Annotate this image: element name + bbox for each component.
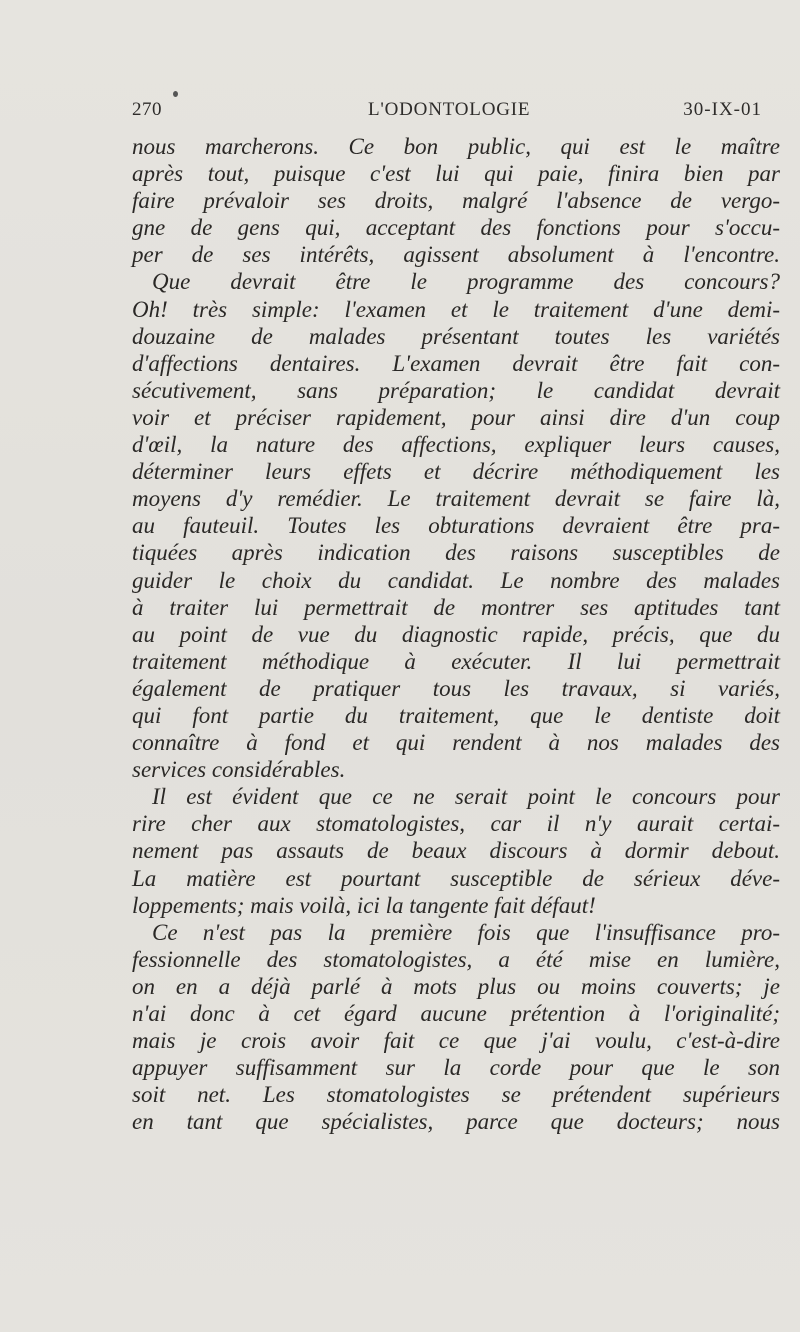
text-line: gne de gens qui, acceptant des fonctions pour s'occu-: [132, 215, 780, 241]
text-line: nement pas assauts de beaux discours à dormir debout.: [132, 838, 780, 864]
text-line: services considérables.: [132, 757, 346, 783]
text-line: La matière est pourtant susceptible de sérieux déve-: [132, 865, 780, 891]
text-line: après tout, puisque c'est lui qui paie, finira bien par: [132, 161, 780, 187]
journal-title: L'ODONTOLOGIE: [368, 99, 531, 120]
text-line: per de ses intérêts, agissent absolument à l'encontre.: [132, 242, 780, 268]
text-line: d'œil, la nature des affections, expliquer leurs causes,: [132, 432, 780, 458]
text-line: soit net. Les stomatologistes se prétendent supérieurs: [132, 1082, 780, 1108]
text-line: d'affections dentaires. L'examen devrait être fait con-: [132, 350, 780, 376]
text-line: on en a déjà parlé à mots plus ou moins couverts; je: [132, 973, 780, 999]
text-line: douzaine de malades présentant toutes les variétés: [132, 323, 780, 349]
text-line: moyens d'y remédier. Le traitement devrait se faire là,: [132, 486, 780, 512]
text-line: qui font partie du traitement, que le dentiste doit: [132, 702, 780, 728]
page-number: 270: [132, 99, 162, 120]
text-line: également de pratiquer tous les travaux, si variés,: [132, 675, 780, 701]
issue-date: 30-IX-01: [683, 99, 762, 120]
text-line: Ce n'est pas la première fois que l'insuffisance pro-: [152, 919, 780, 945]
text-line: Oh! très simple: l'examen et le traitement d'une demi-: [132, 296, 780, 322]
text-line: déterminer leurs effets et décrire méthodiquement les: [132, 459, 780, 485]
text-line: faire prévaloir ses droits, malgré l'absence de vergo-: [132, 188, 780, 214]
text-line: mais je crois avoir fait ce que j'ai voulu, c'est-à-dire: [132, 1028, 780, 1054]
text-line: nous marcherons. Ce bon public, qui est le maître: [132, 134, 780, 159]
text-line: voir et préciser rapidement, pour ainsi dire d'un coup: [132, 404, 780, 430]
running-header: [132, 99, 762, 129]
text-line: Que devrait être le programme des concours?: [152, 269, 780, 295]
text-line: traitement méthodique à exécuter. Il lui permettrait: [132, 648, 780, 674]
text-line: n'ai donc à cet égard aucune prétention à l'originalité;: [132, 1001, 780, 1026]
text-line: Il est évident que ce ne serait point le concours pour: [152, 784, 780, 810]
text-line: au fauteuil. Toutes les obturations devraient être pra-: [132, 513, 780, 539]
text-line: connaître à fond et qui rendent à nos malades des: [132, 730, 780, 756]
text-line: guider le choix du candidat. Le nombre des malades: [132, 567, 780, 593]
text-line: appuyer suffisamment sur la corde pour que le son: [132, 1055, 780, 1081]
text-line: en tant que spécialistes, parce que docteurs; nous: [132, 1109, 780, 1135]
text-line: à traiter lui permettrait de montrer ses aptitudes tant: [132, 594, 780, 620]
ink-speck: [173, 91, 178, 97]
text-line: rire cher aux stomatologistes, car il n'y aurait certai-: [132, 811, 780, 837]
text-line: au point de vue du diagnostic rapide, précis, que du: [132, 621, 780, 647]
text-line: loppements; mais voilà, ici la tangente fait défaut!: [132, 892, 596, 918]
text-line: sécutivement, sans préparation; le candidat devrait: [132, 377, 780, 403]
text-line: fessionnelle des stomatologistes, a été mise en lumière,: [132, 946, 780, 972]
body-text: [132, 133, 780, 1135]
text-line: tiquées après indication des raisons susceptibles de: [132, 540, 780, 566]
